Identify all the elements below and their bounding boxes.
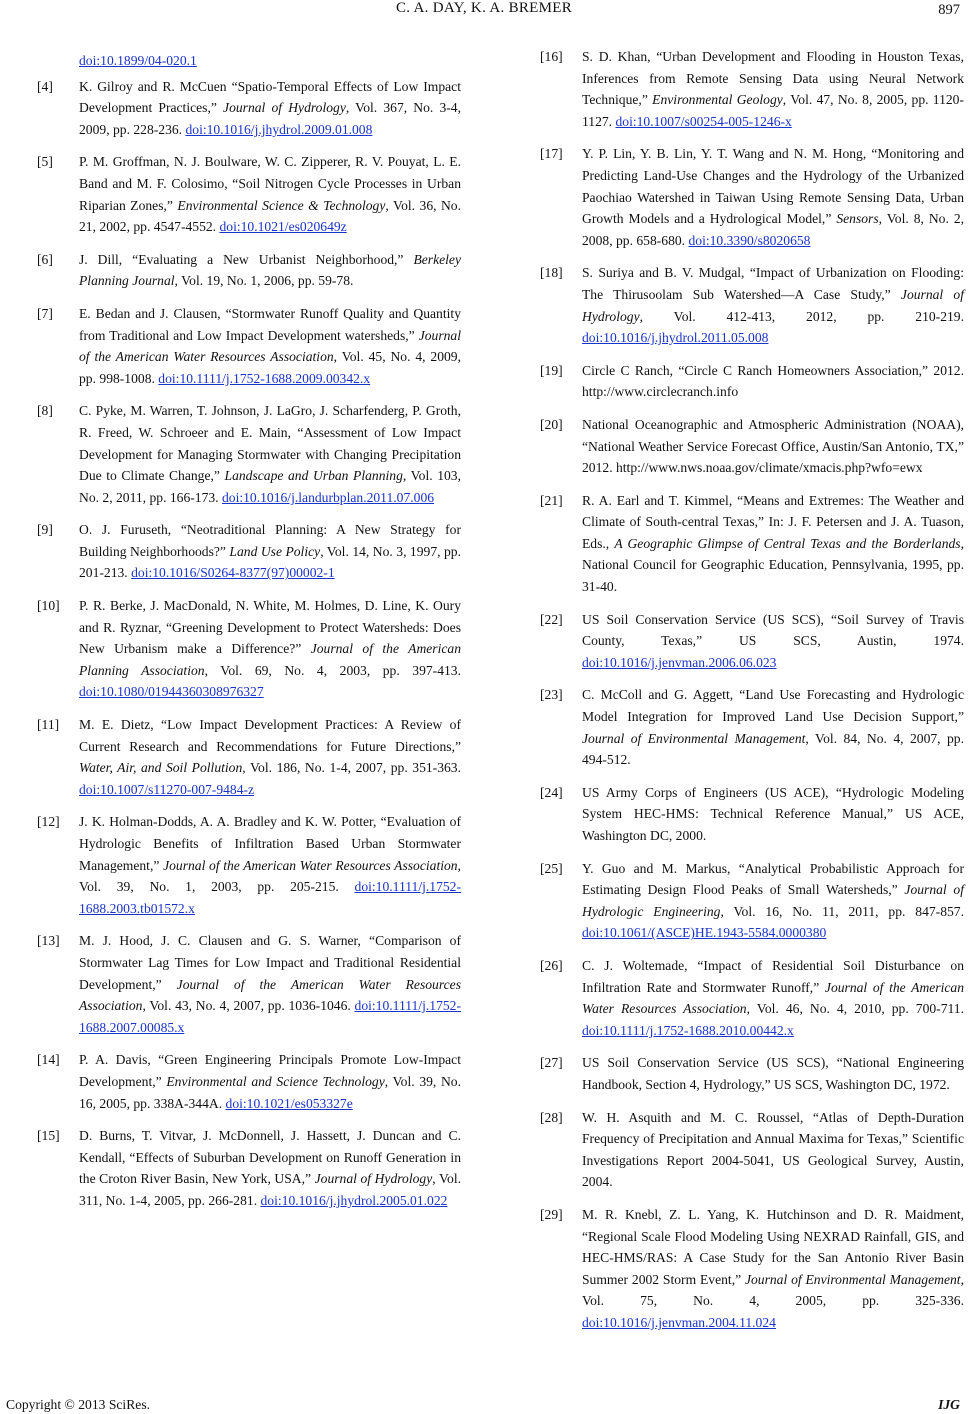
reference-fragment: , Vol. 367, No. 3-4, 2009, pp. 228-236. bbox=[79, 100, 461, 137]
reference-fragment: , Vol. 36, No. 21, 2002, pp. 4547-4552. bbox=[79, 197, 462, 235]
reference-text bbox=[79, 249, 461, 292]
reference-fragment: J. Dill, “Evaluating a New Urbanist Neighborhood,” bbox=[79, 251, 414, 267]
doi-link[interactable]: doi:10.1021/es053327e bbox=[225, 1095, 353, 1111]
doi-link[interactable]: doi:10.1111/j.1752-1688.2010.00442.x bbox=[582, 1022, 794, 1038]
reference-number: [23] bbox=[540, 687, 563, 703]
reference-number: [16] bbox=[540, 49, 563, 64]
reference-text bbox=[582, 143, 964, 251]
reference-text bbox=[79, 519, 461, 584]
reference-fragment: R. A. Earl and T. Kimmel, “Means and Extremes: The Weather and Climate of South-central Texas,” In: J. F. Petersen and J. A. Tuason, Eds., bbox=[582, 492, 964, 551]
reference-fragment: E. Bedan and J. Clausen, “Stormwater Runoff Quality and Quantity from Traditional and Low Impact Development watersheds,” bbox=[79, 305, 461, 343]
reference-text bbox=[79, 1049, 461, 1114]
reference-source-title: Journal of the American Water Resources Association bbox=[79, 976, 461, 1014]
reference-fragment: , Vol. 19, No. 1, 2006, pp. 59-78. bbox=[174, 273, 354, 289]
reference-source-title: Environmental and Science Technology bbox=[166, 1073, 385, 1089]
reference-number: [7] bbox=[37, 305, 53, 321]
reference-fragment: P. M. Groffman, N. J. Boulware, W. C. Zipperer, R. V. Pouyat, L. E. Band and M. F. Colosimo, “Soil Nitrogen Cycle Processes in Urban Riparian Zones,” bbox=[79, 154, 461, 213]
doi-link[interactable]: doi:10.1016/S0264-8377(97)00002-1 bbox=[131, 565, 335, 581]
reference-number: [28] bbox=[540, 1109, 563, 1125]
reference-source-title: Journal of the American Water Resources Association bbox=[79, 327, 461, 365]
reference-item bbox=[540, 609, 964, 674]
reference-fragment: O. J. Furuseth, “Neotraditional Planning: A New Strategy for Building Neighborhoods?” bbox=[79, 522, 461, 559]
doi-link[interactable]: doi:10.1016/j.jhydrol.2011.05.008 bbox=[582, 330, 769, 346]
reference-item bbox=[37, 714, 461, 800]
reference-item bbox=[37, 930, 461, 1038]
reference-number: [22] bbox=[540, 611, 563, 627]
reference-fragment: K. Gilroy and R. McCuen “Spatio-Temporal Effects of Low Impact Development Practices,” bbox=[79, 78, 461, 116]
reference-fragment: , Vol. 103, No. 2, 2011, pp. 166-173. bbox=[79, 468, 462, 505]
reference-number: [11] bbox=[37, 717, 60, 733]
page-footer bbox=[6, 1397, 960, 1413]
reference-fragment: C. J. Woltemade, “Impact of Residential Soil Disturbance on Infiltration Rate and Stormwater Runoff,” bbox=[582, 957, 964, 995]
doi-link[interactable]: doi:10.1021/es020649z bbox=[219, 219, 347, 235]
doi-link[interactable]: doi:10.3390/s8020658 bbox=[688, 232, 811, 248]
reference-text bbox=[79, 76, 461, 141]
running-header-authors: C. A. DAY, K. A. BREMER bbox=[395, 0, 573, 16]
reference-fragment: W. H. Asquith and M. C. Roussel, “Atlas of Depth-Duration Frequency of Precipitation and Annual Maxima for Texas,” Scientific Investigations Report 2004-5041, US Geological Survey, Austin, 2004. bbox=[582, 1109, 964, 1190]
doi-link[interactable]: doi:10.1016/j.landurbplan.2011.07.006 bbox=[221, 489, 435, 505]
reference-source-title: Land Use Policy bbox=[229, 543, 321, 559]
reference-number: [19] bbox=[540, 362, 563, 378]
reference-item bbox=[540, 955, 964, 1041]
reference-fragment: , Vol. 186, No. 1-4, 2007, pp. 351-363. bbox=[242, 760, 461, 776]
reference-text bbox=[79, 303, 461, 389]
reference-item bbox=[37, 151, 461, 237]
reference-list-left bbox=[37, 76, 461, 1212]
reference-fragment: M. J. Hood, J. C. Clausen and G. S. Warner, “Comparison of Stormwater Lag Times for Low Impact and Traditional Residential Development,” bbox=[79, 933, 461, 992]
reference-number: [9] bbox=[37, 522, 53, 538]
reference-text bbox=[582, 955, 964, 1041]
reference-text bbox=[79, 151, 461, 237]
reference-list-right bbox=[540, 46, 964, 1333]
reference-fragment: , Vol. 43, No. 4, 2007, pp. 1036-1046. bbox=[142, 998, 355, 1014]
reference-number: [14] bbox=[37, 1052, 60, 1068]
reference-fragment: , Vol. 47, No. 8, 2005, pp. 1120-1127. bbox=[582, 92, 965, 129]
reference-number: [13] bbox=[37, 933, 60, 949]
reference-item bbox=[37, 595, 461, 703]
reference-fragment: P. A. Davis, “Green Engineering Principals Promote Low-Impact Development,” bbox=[79, 1052, 461, 1089]
reference-item bbox=[540, 1204, 964, 1334]
reference-text bbox=[582, 490, 964, 598]
references-left-column bbox=[37, 50, 461, 1223]
reference-source-title: A Geographic Glimpse of Central Texas and the Borderlands bbox=[614, 535, 961, 551]
reference-source-title: Journal of Environmental Management bbox=[744, 1271, 961, 1287]
reference-item bbox=[540, 143, 964, 251]
reference-item bbox=[37, 400, 461, 508]
reference-fragment: , Vol. 84, No. 4, 2007, pp. 494-512. bbox=[582, 730, 964, 768]
reference-text bbox=[582, 1204, 964, 1334]
reference-source-title: Journal of Hydrology bbox=[223, 100, 346, 116]
reference-source-title: Water, Air, and Soil Pollution bbox=[79, 760, 243, 776]
reference-source-title: Landscape and Urban Planning bbox=[224, 468, 403, 484]
reference-item bbox=[37, 1125, 461, 1211]
reference-text bbox=[79, 400, 461, 508]
reference-item bbox=[540, 360, 964, 403]
reference-fragment: D. Burns, T. Vitvar, J. McDonnell, J. Hassett, J. Duncan and C. Kendall, “Effects of Suburban Development on Runoff Generation in the Croton River Basin, New York, USA,” bbox=[79, 1128, 461, 1187]
reference-number: [17] bbox=[540, 146, 563, 162]
reference-source-title: Journal of the American Planning Association bbox=[79, 641, 461, 678]
reference-source-title: Journal of Hydrology bbox=[582, 286, 964, 324]
reference-fragment: Vol. 16, No. 11, 2011, pp. 847-857. bbox=[723, 903, 964, 919]
reference-item bbox=[37, 76, 461, 141]
reference-fragment: Y. Guo and M. Markus, “Analytical Probabilistic Approach for Estimating Design Flood Peaks of Small Watersheds,” bbox=[582, 860, 964, 898]
reference-number: [5] bbox=[37, 154, 53, 170]
reference-item bbox=[37, 303, 461, 389]
references-right-column bbox=[540, 46, 964, 1344]
reference-number: [24] bbox=[540, 784, 563, 800]
reference-fragment: S. D. Khan, “Urban Development and Flooding in Houston Texas, Inferences from Remote Sensing Data using Neural Network Technique,” bbox=[582, 49, 964, 108]
reference-text bbox=[582, 609, 964, 674]
reference-text bbox=[582, 1052, 964, 1095]
reference-fragment: , Vol. 14, No. 3, 1997, pp. 201-213. bbox=[79, 543, 461, 581]
reference-text bbox=[79, 595, 461, 703]
reference-item bbox=[37, 811, 461, 919]
reference-fragment: , Vol. 39, No. 1, 2003, pp. 205-215. bbox=[79, 857, 461, 895]
reference-number: [27] bbox=[540, 1055, 563, 1071]
reference-number: [15] bbox=[37, 1128, 60, 1144]
reference-number: [10] bbox=[37, 598, 60, 614]
reference-item bbox=[540, 262, 964, 348]
reference-number: [18] bbox=[540, 265, 563, 281]
reference-text bbox=[79, 930, 461, 1038]
reference-item bbox=[540, 1107, 964, 1193]
doi-link[interactable]: doi:10.1111/j.1752-1688.2007.00085.x bbox=[79, 998, 461, 1035]
reference-number: [4] bbox=[37, 78, 53, 94]
reference-item bbox=[37, 519, 461, 584]
reference-fragment: US Soil Conservation Service (US SCS), “National Engineering Handbook, Section 4, Hydrology,” US SCS, Washington DC, 1972. bbox=[582, 1055, 964, 1092]
reference-source-title: Environmental Science & Technology bbox=[177, 197, 386, 213]
doi-link[interactable]: doi:10.1016/j.jhydrol.2005.01.022 bbox=[260, 1192, 448, 1208]
reference-fragment: S. Suriya and B. V. Mudgal, “Impact of Urbanization on Flooding: The Thirusoolam Sub Watershed—A Case Study,” bbox=[582, 265, 964, 302]
reference-text bbox=[582, 782, 964, 847]
reference-fragment: , Vol. 412-413, 2012, pp. 210-219. bbox=[639, 308, 964, 324]
reference-item bbox=[540, 1052, 964, 1095]
doi-link[interactable]: doi:10.1007/s11270-007-9484-z bbox=[79, 781, 255, 797]
reference-text bbox=[79, 811, 461, 919]
reference-text bbox=[582, 858, 964, 944]
reference-source-title: Journal of Hydrologic Engineering, bbox=[582, 882, 964, 919]
copyright-notice: Copyright © 2013 SciRes. bbox=[6, 1397, 151, 1412]
reference-number: [20] bbox=[540, 416, 563, 432]
reference-text bbox=[79, 714, 461, 800]
reference-text bbox=[582, 684, 964, 770]
reference-fragment: M. R. Knebl, Z. L. Yang, K. Hutchinson and D. R. Maidment, “Regional Scale Flood Modeling Using NEXRAD Rainfall, GIS, and HEC-HMS/RAS: A Case Study for the San Antonio River Basin Summer 2002 Storm Event,” bbox=[582, 1206, 964, 1287]
doi-link[interactable]: doi:10.1016/j.jenvman.2004.11.024 bbox=[582, 1314, 776, 1330]
reference-text bbox=[582, 46, 964, 132]
reference-source-title: Journal of the American Water Resources Association bbox=[582, 979, 964, 1017]
doi-link[interactable]: doi:10.1111/j.1752-1688.2003.tb01572.x bbox=[79, 879, 461, 916]
reference-fragment: , Vol. 46, No. 4, 2010, pp. 700-711. bbox=[746, 1001, 964, 1017]
reference-text bbox=[582, 360, 964, 403]
reference-source-title: Berkeley Planning Journal bbox=[79, 251, 461, 289]
reference-item bbox=[37, 249, 461, 292]
reference-fragment: , Vol. 75, No. 4, 2005, pp. 325-336. bbox=[582, 1271, 964, 1309]
reference-source-title: Journal of the American Water Resources Association bbox=[163, 857, 458, 873]
reference-fragment: C. McColl and G. Aggett, “Land Use Forecasting and Hydrologic Model Integration for Improved Land Use Decision Support,” bbox=[582, 687, 964, 725]
reference-fragment: , Vol. 8, No. 2, 2008, pp. 658-680. bbox=[582, 211, 965, 248]
reference-item bbox=[540, 684, 964, 770]
reference-fragment: US Soil Conservation Service (US SCS), “Soil Survey of Travis County, Texas,” US SCS, Austin, 1974. bbox=[582, 611, 964, 649]
reference-source-title: Journal of Environmental Management bbox=[582, 730, 806, 746]
doi-link[interactable]: doi:10.1899/04-020.1 bbox=[79, 53, 197, 68]
doi-link[interactable]: doi:10.1016/j.jenvman.2006.06.023 bbox=[582, 654, 777, 670]
reference-fragment: , Vol. 69, No. 4, 2003, pp. 397-413. bbox=[204, 662, 461, 678]
journal-abbrev: IJG bbox=[938, 1397, 960, 1412]
reference-text bbox=[79, 1125, 461, 1211]
reference-item bbox=[540, 858, 964, 944]
reference-fragment: , National Council for Geographic Education, Pennsylvania, 1995, pp. 31-40. bbox=[582, 535, 964, 595]
reference-source-title: Journal of Hydrology bbox=[314, 1171, 433, 1187]
reference-item bbox=[540, 490, 964, 598]
reference-text bbox=[582, 262, 964, 348]
reference-fragment: C. Pyke, M. Warren, T. Johnson, J. LaGro, J. Scharfenderg, P. Groth, R. Freed, W. Schroeer and E. Main, “Assessment of Low Impact Development for Managing Stormwater with Changing Precipitation Due to Climate Change,” bbox=[79, 403, 461, 484]
reference-fragment: , Vol. 45, No. 4, 2009, pp. 998-1008. bbox=[79, 349, 461, 386]
reference-fragment: J. K. Holman-Dodds, A. A. Bradley and K. W. Potter, “Evaluation of Hydrologic Benefits of Infiltration Based Urban Stormwater Management,” bbox=[79, 814, 461, 873]
reference-fragment: Y. P. Lin, Y. B. Lin, Y. T. Wang and N. M. Hong, “Monitoring and Predicting Land-Use Changes and the Hydrology of the Urbanized Paochiao Watershed in Taiwan Using Remote Sensing Data, Urban Growth Models and a Hydrological Model,” bbox=[582, 146, 964, 227]
reference-text bbox=[582, 1107, 964, 1193]
reference-continuation bbox=[37, 50, 461, 72]
reference-number: [8] bbox=[37, 403, 53, 419]
reference-fragment: Circle C Ranch, “Circle C Ranch Homeowners Association,” 2012. http://www.circlecranch.info bbox=[582, 362, 964, 400]
reference-fragment: National Oceanographic and Atmospheric Administration (NOAA), “National Weather Service Forecast Office, Austin/San Antonio, TX,” 2012. http://www.nws.noaa.gov/climate/xmacis.php?wfo=ewx bbox=[582, 416, 964, 476]
reference-number: [6] bbox=[37, 251, 53, 267]
reference-fragment: P. R. Berke, J. MacDonald, N. White, M. Holmes, D. Line, K. Oury and R. Ryznar, “Greening Development to Protect Watersheds: Does New Urbanism make a Difference?” bbox=[79, 598, 461, 657]
doi-link[interactable]: doi:10.1111/j.1752-1688.2009.00342.x bbox=[158, 370, 371, 386]
doi-link[interactable]: doi:10.1016/j.jhydrol.2009.01.008 bbox=[185, 121, 373, 137]
reference-number: [29] bbox=[540, 1206, 563, 1222]
reference-text bbox=[582, 414, 964, 479]
reference-number: [12] bbox=[37, 814, 60, 830]
reference-item bbox=[540, 782, 964, 847]
reference-number: [21] bbox=[540, 492, 563, 508]
reference-fragment: , Vol. 311, No. 1-4, 2005, pp. 266-281. bbox=[79, 1171, 461, 1208]
reference-source-title: Sensors bbox=[836, 211, 879, 227]
doi-link[interactable]: doi:10.1007/s00254-005-1246-x bbox=[615, 113, 792, 129]
reference-item bbox=[540, 414, 964, 479]
reference-item bbox=[37, 1049, 461, 1114]
reference-fragment: M. E. Dietz, “Low Impact Development Practices: A Review of Current Research and Recommendations for Future Directions,” bbox=[79, 717, 461, 754]
page-number: 897 bbox=[938, 2, 960, 18]
doi-link[interactable]: doi:10.1080/01944360308976327 bbox=[79, 684, 264, 700]
reference-fragment: US Army Corps of Engineers (US ACE), “Hydrologic Modeling System HEC-HMS: Technical Reference Manual,” US ACE, Washington DC, 2000. bbox=[582, 784, 964, 843]
reference-number: [25] bbox=[540, 860, 563, 876]
doi-link[interactable]: doi:10.1061/(ASCE)HE.1943-5584.0000380 bbox=[582, 925, 827, 941]
reference-fragment: , Vol. 39, No. 16, 2005, pp. 338A-344A. bbox=[79, 1073, 461, 1111]
reference-number: [26] bbox=[540, 957, 563, 973]
reference-item bbox=[540, 46, 964, 132]
reference-source-title: Environmental Geology bbox=[652, 92, 783, 108]
